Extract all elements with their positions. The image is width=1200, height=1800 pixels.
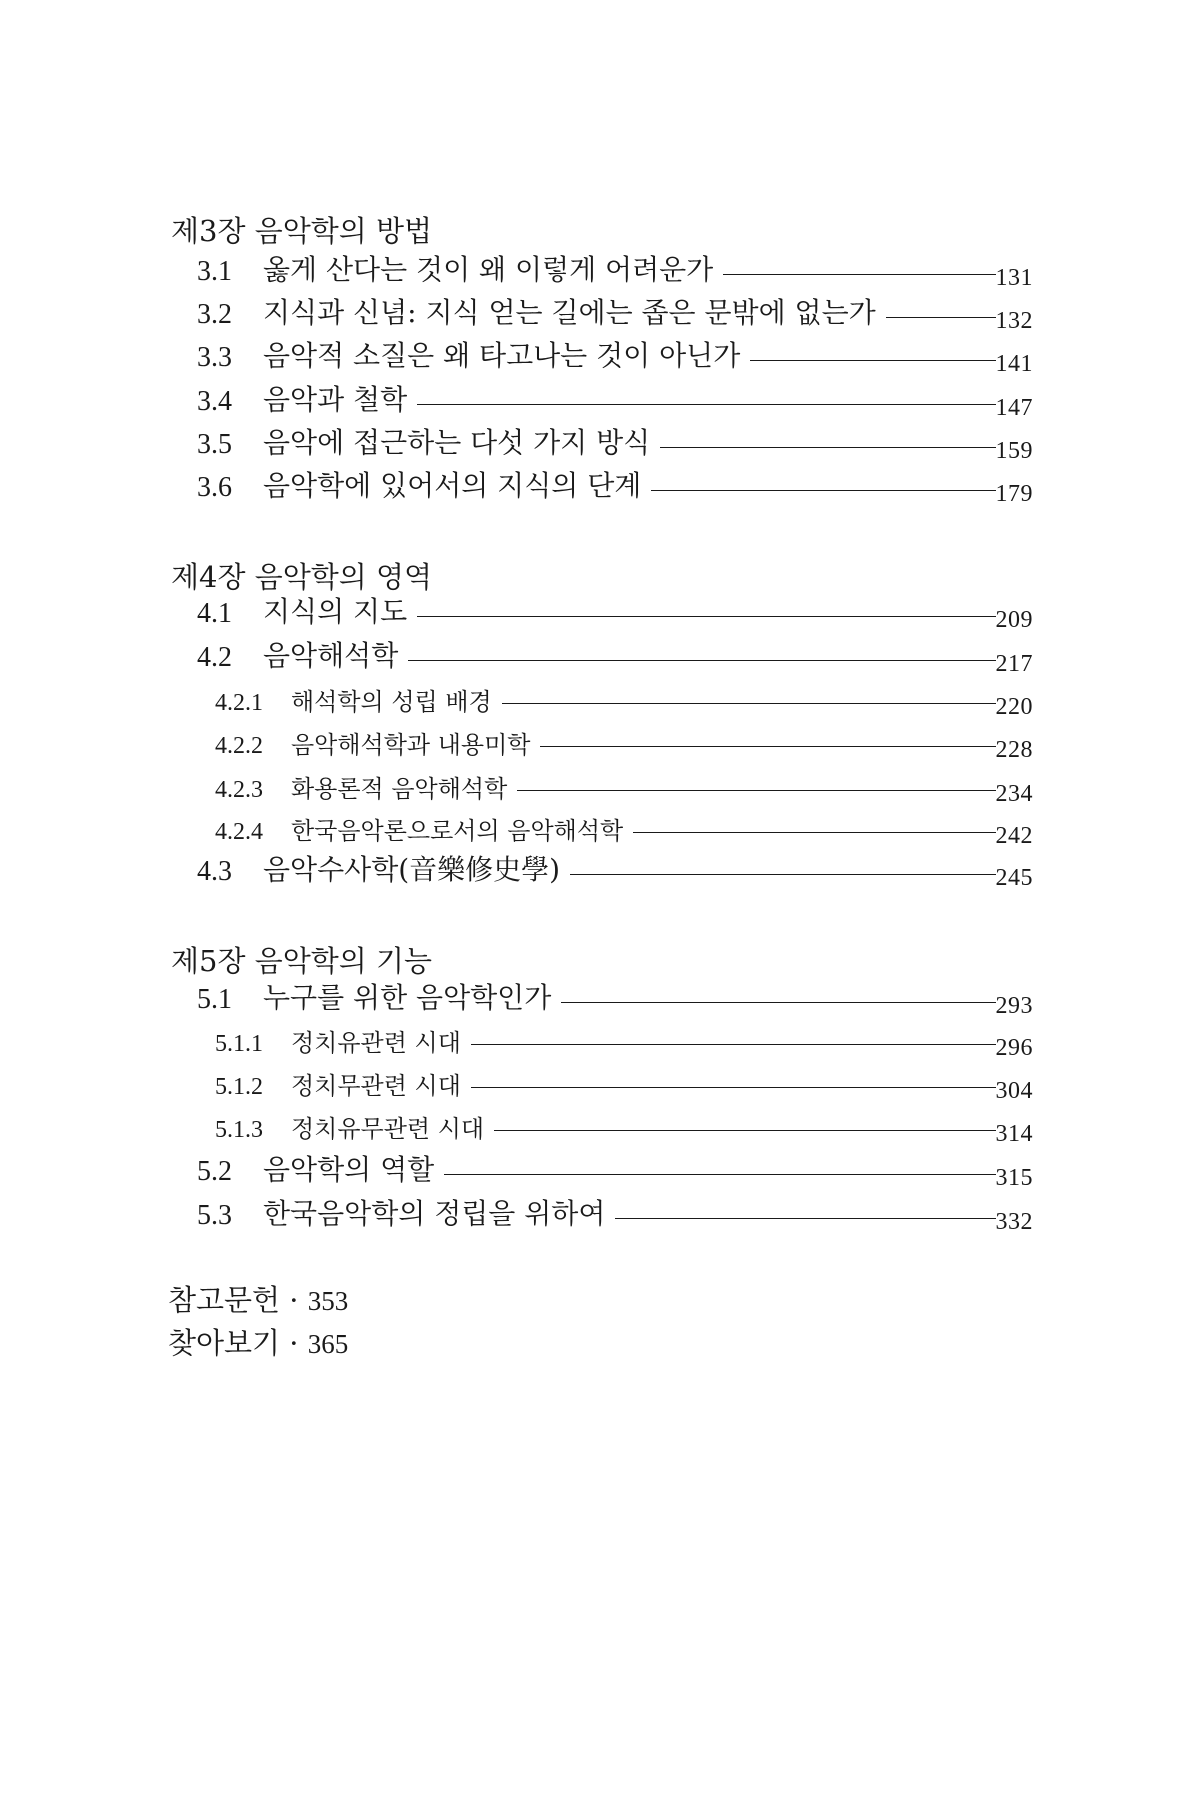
leader-line — [471, 1044, 996, 1045]
section-title: 음악학의 역할 — [263, 1153, 435, 1186]
section-title: 음악과 철학 — [263, 383, 408, 416]
toc-entry[interactable] — [197, 1148, 1033, 1191]
page-number: 365 — [307, 1329, 349, 1359]
toc-entry[interactable] — [197, 848, 1033, 891]
section-number: 4.2 — [197, 642, 232, 673]
leader-line — [633, 832, 995, 833]
section-title: 음악학에 있어서의 지식의 단계 — [263, 469, 642, 502]
subsection-number: 4.2.2 — [215, 733, 263, 759]
page-number: 132 — [995, 308, 1033, 334]
page-number: 179 — [995, 481, 1033, 507]
section-title: 음악에 접근하는 다섯 가지 방식 — [263, 426, 651, 459]
subsection-title: 음악해석학과 내용미학 — [291, 731, 531, 759]
backmatter-separator: · — [280, 1283, 308, 1317]
toc-subentry[interactable] — [215, 1018, 1033, 1061]
subsection-title: 해석학의 성립 배경 — [291, 688, 492, 716]
page-number: 220 — [995, 694, 1033, 720]
leader-line — [570, 874, 995, 875]
chapter-5-heading: 제5장 음악학의 기능 — [171, 944, 432, 978]
page-number: 293 — [995, 993, 1033, 1019]
subsection-title: 정치유무관련 시대 — [291, 1115, 485, 1143]
section-title: 음악해석학 — [263, 639, 399, 672]
section-number: 4.1 — [197, 598, 232, 629]
toc-subentry[interactable] — [215, 677, 1033, 720]
section-title: 지식과 신념: 지식 얻는 길에는 좁은 문밖에 없는가 — [263, 296, 876, 329]
toc-entry[interactable] — [197, 1192, 1033, 1235]
page-number: 209 — [995, 607, 1033, 633]
section-number: 4.3 — [197, 856, 232, 887]
page-number: 304 — [995, 1078, 1033, 1104]
section-number: 5.1 — [197, 984, 232, 1015]
page-number: 314 — [995, 1121, 1033, 1147]
subsection-number: 4.2.3 — [215, 777, 263, 803]
backmatter-title: 참고문헌 — [168, 1283, 281, 1317]
leader-line — [471, 1087, 996, 1088]
page-number: 296 — [995, 1035, 1033, 1061]
backmatter-title: 찾아보기 — [168, 1326, 281, 1360]
page-number: 242 — [995, 823, 1033, 849]
section-title: 지식의 지도 — [263, 595, 408, 628]
subsection-title: 한국음악론으로서의 음악해석학 — [291, 817, 624, 845]
toc-entry[interactable] — [197, 634, 1033, 677]
leader-line — [615, 1218, 995, 1219]
page-number: 217 — [995, 651, 1033, 677]
toc-entry[interactable] — [197, 334, 1033, 377]
backmatter-separator: · — [280, 1326, 308, 1360]
chapter-3-heading: 제3장 음악학의 방법 — [171, 214, 432, 248]
section-number: 5.3 — [197, 1200, 232, 1231]
toc-entry[interactable] — [197, 291, 1033, 334]
page-number: 245 — [995, 865, 1033, 891]
toc-subentry[interactable] — [215, 720, 1033, 763]
page-number: 332 — [995, 1209, 1033, 1235]
subsection-number: 5.1.1 — [215, 1031, 263, 1057]
backmatter-references[interactable] — [168, 1283, 348, 1318]
leader-line — [886, 317, 996, 318]
toc-entry[interactable] — [197, 248, 1033, 291]
leader-line — [723, 274, 995, 275]
page-number: 131 — [995, 265, 1033, 291]
section-number: 3.4 — [197, 386, 232, 417]
chapter-4-heading: 제4장 음악학의 영역 — [171, 560, 432, 594]
leader-line — [408, 660, 995, 661]
toc-entry[interactable] — [197, 590, 1033, 633]
subsection-title: 정치무관련 시대 — [291, 1072, 461, 1100]
section-title: 누구를 위한 음악학인가 — [263, 981, 552, 1014]
leader-line — [651, 490, 995, 491]
page-number: 147 — [995, 395, 1033, 421]
leader-line — [417, 404, 995, 405]
section-number: 5.2 — [197, 1156, 232, 1187]
subsection-number: 5.1.2 — [215, 1074, 263, 1100]
subsection-title: 화용론적 음악해석학 — [291, 775, 508, 803]
leader-line — [517, 790, 995, 791]
leader-line — [494, 1130, 995, 1131]
page-number: 141 — [995, 351, 1033, 377]
toc-entry[interactable] — [197, 378, 1033, 421]
subsection-title: 정치유관련 시대 — [291, 1029, 461, 1057]
toc-entry[interactable] — [197, 976, 1033, 1019]
subsection-number: 5.1.3 — [215, 1117, 263, 1143]
section-title: 옳게 산다는 것이 왜 이렇게 어려운가 — [263, 253, 714, 286]
section-number: 3.5 — [197, 429, 232, 460]
toc-entry[interactable] — [197, 464, 1033, 507]
section-title: 한국음악학의 정립을 위하여 — [263, 1197, 606, 1230]
leader-line — [502, 703, 996, 704]
subsection-number: 4.2.1 — [215, 690, 263, 716]
leader-line — [417, 616, 995, 617]
toc-subentry[interactable] — [215, 806, 1033, 849]
section-number: 3.1 — [197, 256, 232, 287]
leader-line — [444, 1174, 995, 1175]
section-number: 3.3 — [197, 342, 232, 373]
page-number: 353 — [307, 1286, 349, 1316]
leader-line — [750, 360, 995, 361]
leader-line — [561, 1002, 995, 1003]
leader-line — [540, 746, 995, 747]
page-number: 159 — [995, 438, 1033, 464]
page-number: 228 — [995, 737, 1033, 763]
section-title: 음악적 소질은 왜 타고나는 것이 아닌가 — [263, 339, 741, 372]
page-number: 234 — [995, 781, 1033, 807]
toc-entry[interactable] — [197, 421, 1033, 464]
leader-line — [660, 447, 995, 448]
toc-subentry[interactable] — [215, 1104, 1033, 1147]
subsection-number: 4.2.4 — [215, 819, 263, 845]
backmatter-index[interactable] — [168, 1326, 348, 1361]
section-number: 3.6 — [197, 472, 232, 503]
section-title: 음악수사학(音樂修史學) — [263, 853, 561, 886]
toc-subentry[interactable] — [215, 1061, 1033, 1104]
toc-subentry[interactable] — [215, 764, 1033, 807]
page-number: 315 — [995, 1165, 1033, 1191]
section-number: 3.2 — [197, 299, 232, 330]
